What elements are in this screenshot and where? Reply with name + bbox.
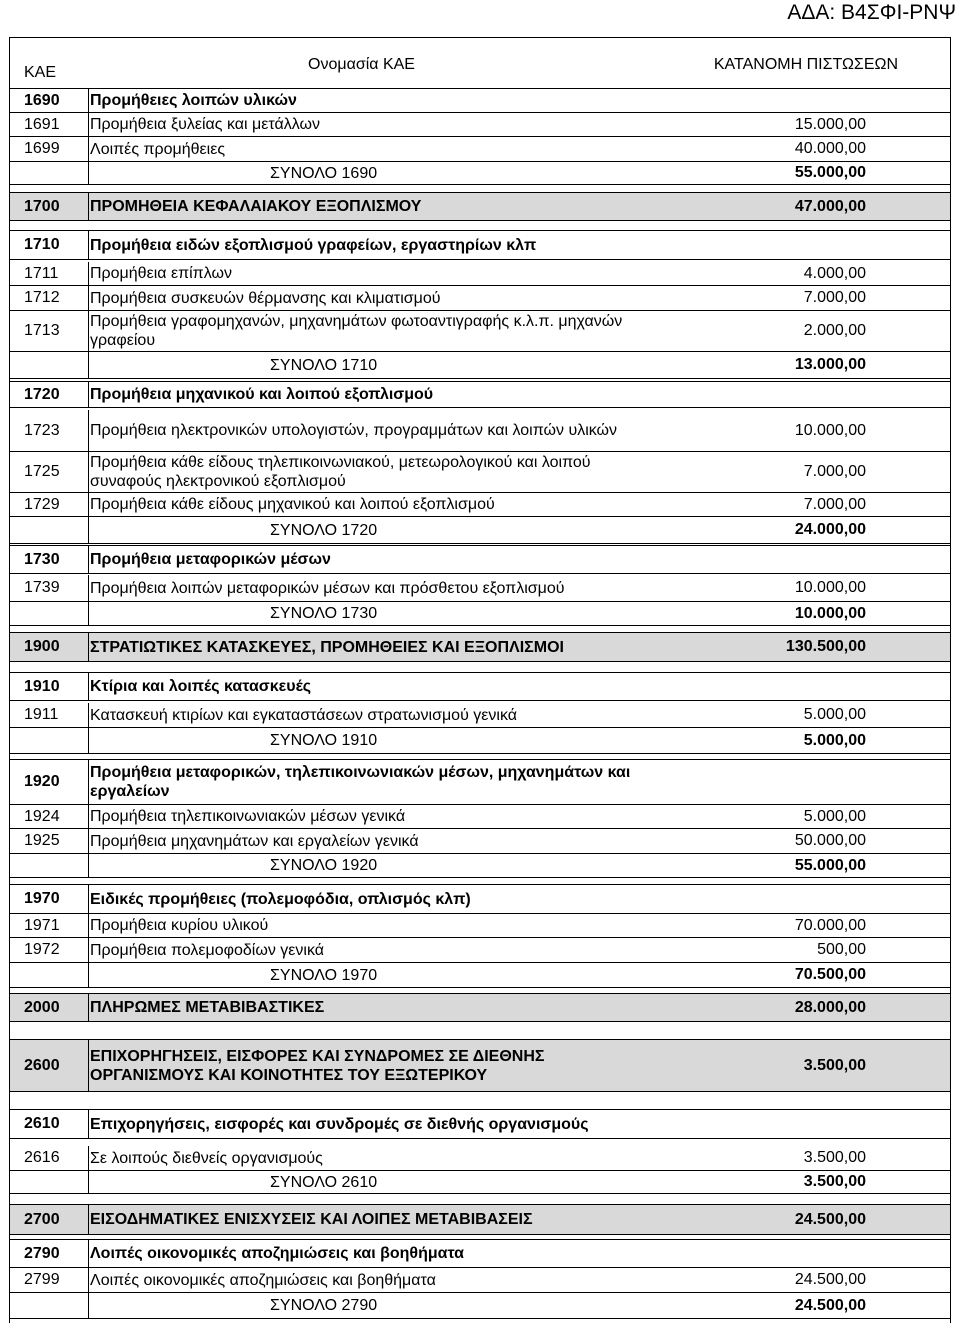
- section-spacer: [10, 224, 950, 231]
- row-description: ΣΥΝΟΛΟ 1690: [270, 164, 378, 182]
- row-amount: 24.500,00: [794, 1210, 866, 1228]
- row-amount: 500,00: [817, 941, 866, 958]
- row-description: Προμήθεια πολεμοφοδίων γενικά: [90, 941, 325, 959]
- row-description: ΣΥΝΟΛΟ 2790: [270, 1297, 378, 1314]
- row-code: 1710: [24, 236, 60, 253]
- table-row: [10, 829, 950, 854]
- row-amount: 70.000,00: [794, 916, 866, 934]
- column-divider: [88, 137, 89, 161]
- row-code: 2610: [24, 1115, 60, 1132]
- row-code: 1712: [24, 289, 60, 306]
- column-divider: [88, 113, 89, 136]
- row-code: 1690: [24, 91, 60, 109]
- table-row: [10, 673, 950, 701]
- row-code: 1723: [24, 421, 60, 439]
- section-row: [10, 633, 950, 662]
- row-description: Προμήθεια γραφομηχανών, μηχανημάτων φωτοαντιγραφής κ.λ.π. μηχανών γραφείου: [90, 313, 623, 349]
- table-row: [10, 410, 950, 452]
- row-code: 2000: [24, 998, 60, 1016]
- table-row: [10, 231, 950, 260]
- column-divider: [88, 286, 89, 310]
- header-amount: ΚΑΤΑΝΟΜΗ ΠΙΣΤΩΣΕΩΝ: [713, 56, 898, 73]
- header-description: Ονομασία ΚΑΕ: [308, 56, 415, 73]
- row-code: 1900: [24, 638, 60, 655]
- row-description: Προμήθεια μεταφορικών μέσων: [90, 551, 331, 568]
- row-code: 1972: [24, 941, 60, 958]
- table-row: [10, 1110, 950, 1139]
- column-divider: [88, 829, 89, 853]
- row-code: 2616: [24, 1149, 60, 1166]
- row-description: ΠΛΗΡΩΜΕΣ ΜΕΤΑΒΙΒΑΣΤΙΚΕΣ: [90, 999, 325, 1016]
- table-row: [10, 286, 950, 311]
- column-divider: [88, 311, 89, 351]
- row-amount: 28.000,00: [794, 998, 866, 1016]
- table-row: [10, 1240, 950, 1268]
- row-amount: 3.500,00: [803, 1056, 866, 1074]
- row-description: Κατασκευή κτιρίων και εγκαταστάσεων στρατωνισμού γενικά: [90, 706, 518, 724]
- row-description: ΣΤΡΑΤΙΩΤΙΚΕΣ ΚΑΤΑΣΚΕΥΕΣ, ΠΡΟΜΗΘΕΙΕΣ ΚΑΙ ΕΞΟΠΛΙΣΜΟΙ: [90, 638, 564, 656]
- table-row: [10, 311, 950, 352]
- row-description: Προμήθειες λοιπών υλικών: [90, 92, 297, 109]
- column-divider: [88, 885, 89, 913]
- row-description: Προμήθεια συσκευών θέρμανσης και κλιματισμού: [90, 289, 441, 307]
- total-row: [10, 162, 950, 185]
- row-description: Προμήθεια ηλεκτρονικών υπολογιστών, προγραμμάτων και λοιπών υλικών: [90, 422, 618, 439]
- row-description: ΕΙΣΟΔΗΜΑΤΙΚΕΣ ΕΝΙΣΧΥΣΕΙΣ ΚΑΙ ΛΟΙΠΕΣ ΜΕΤΑΒΙΒΑΣΕΙΣ: [90, 1211, 533, 1228]
- column-divider: [88, 1040, 89, 1091]
- total-row: [10, 1293, 950, 1319]
- row-amount: 5.000,00: [803, 807, 866, 825]
- section-spacer: [10, 666, 950, 673]
- section-row: [10, 1040, 950, 1092]
- row-amount: 10.000,00: [794, 579, 866, 596]
- row-code: 2700: [24, 1210, 60, 1228]
- row-description: Προμήθεια λοιπών μεταφορικών μέσων και πρόσθετου εξοπλισμού: [90, 579, 565, 597]
- column-divider: [88, 633, 89, 661]
- row-description: Προμήθεια ειδών εξοπλισμού γραφείων, εργαστηρίων κλπ: [90, 236, 537, 254]
- row-code: 1700: [24, 197, 60, 215]
- row-description: Προμήθεια μηχανικού και λοιπού εξοπλισμού: [90, 386, 434, 403]
- column-divider: [88, 1205, 89, 1234]
- row-amount: 15.000,00: [794, 115, 866, 133]
- column-divider: [88, 575, 89, 601]
- row-amount: 55.000,00: [794, 164, 866, 181]
- row-code: 1924: [24, 807, 60, 825]
- table-row: [10, 452, 950, 493]
- row-amount: 7.000,00: [803, 289, 866, 306]
- row-code: 2790: [24, 1244, 60, 1262]
- table-row: [10, 546, 950, 574]
- row-amount: 3.500,00: [803, 1173, 866, 1190]
- column-divider: [88, 262, 89, 285]
- column-divider: [88, 963, 89, 987]
- column-divider: [88, 1171, 89, 1193]
- column-divider: [88, 517, 89, 543]
- column-divider: [88, 89, 89, 112]
- row-description: ΣΥΝΟΛΟ 1710: [270, 356, 378, 374]
- row-description: ΣΥΝΟΛΟ 1970: [270, 966, 378, 984]
- row-description: Ειδικές προμήθειες (πολεμοφόδια, οπλισμός κλπ): [90, 890, 471, 908]
- column-divider: [88, 493, 89, 516]
- column-divider: [88, 1293, 89, 1318]
- table-row: [10, 89, 950, 113]
- row-code: 1691: [24, 115, 60, 133]
- column-divider: [88, 602, 89, 625]
- section-row: [10, 193, 950, 221]
- row-description: Προμήθεια κάθε είδους τηλεπικοινωνιακού, μετεωρολογικού και λοιπού συναφούς ηλεκτρονικού εξοπλισμού: [90, 454, 591, 490]
- row-description: Προμήθεια τηλεπικοινωνιακών μέσων γενικά: [90, 808, 406, 825]
- column-divider: [88, 410, 89, 451]
- row-description: ΣΥΝΟΛΟ 1910: [270, 732, 378, 749]
- table-row: [10, 382, 950, 408]
- row-description: Προμήθεια επίπλων: [90, 265, 232, 282]
- row-code: 1971: [24, 916, 60, 934]
- column-divider: [88, 938, 89, 962]
- total-row: [10, 352, 950, 379]
- total-row: [10, 1171, 950, 1194]
- row-amount: 70.500,00: [794, 966, 866, 983]
- row-code: 2799: [24, 1271, 60, 1288]
- ada-code: ΑΔΑ: Β4ΣΦΙ-ΡΝΨ: [787, 1, 956, 24]
- row-code: 1920: [24, 773, 60, 790]
- row-amount: 2.000,00: [803, 322, 866, 339]
- row-description: ΣΥΝΟΛΟ 1920: [270, 857, 378, 874]
- row-amount: 47.000,00: [794, 197, 866, 215]
- row-code: 1911: [24, 706, 59, 723]
- row-description: Προμήθεια μεταφορικών, τηλεπικοινωνιακών μέσων, μηχανημάτων και εργαλείων: [90, 764, 631, 800]
- row-amount: 130.500,00: [785, 638, 866, 655]
- column-divider: [88, 452, 89, 492]
- section-spacer: [10, 1194, 950, 1205]
- row-amount: 24.500,00: [794, 1271, 866, 1288]
- row-amount: 5.000,00: [803, 731, 866, 749]
- column-divider: [88, 703, 89, 727]
- row-amount: 24.500,00: [794, 1296, 866, 1314]
- section-row: [10, 1205, 950, 1235]
- row-description: Προμήθεια κυρίου υλικού: [90, 917, 269, 934]
- row-code: 1730: [24, 550, 60, 568]
- column-divider: [88, 914, 89, 937]
- row-code: 1699: [24, 140, 60, 157]
- column-divider: [88, 382, 89, 407]
- row-amount: 40.000,00: [794, 140, 866, 157]
- table-row: [10, 938, 950, 963]
- table-row: [10, 914, 950, 938]
- column-divider: [88, 231, 89, 259]
- row-amount: 55.000,00: [794, 856, 866, 874]
- row-code: 1729: [24, 495, 60, 513]
- row-amount: 4.000,00: [803, 264, 866, 282]
- row-description: Προμήθεια μηχανημάτων και εργαλείων γενικά: [90, 832, 419, 850]
- row-code: 1739: [24, 579, 60, 596]
- row-description: Προμήθεια ξυλείας και μετάλλων: [90, 116, 320, 133]
- table-row: [10, 113, 950, 137]
- table-row: [10, 493, 950, 517]
- column-divider: [88, 1240, 89, 1267]
- row-amount: 50.000,00: [794, 832, 866, 849]
- row-amount: 5.000,00: [803, 706, 866, 723]
- column-divider: [88, 673, 89, 700]
- section-spacer: [10, 1022, 950, 1040]
- column-divider: [88, 760, 89, 804]
- table-header: [10, 37, 950, 89]
- row-code: 1910: [24, 677, 60, 695]
- row-amount: 13.000,00: [794, 356, 866, 373]
- table-row: [10, 885, 950, 914]
- row-description: ΕΠΙΧΟΡΗΓΗΣΕΙΣ, ΕΙΣΦΟΡΕΣ ΚΑΙ ΣΥΝΔΡΟΜΕΣ ΣΕ ΔΙΕΘΝΗΣ ΟΡΓΑΝΙΣΜΟΥΣ ΚΑΙ ΚΟΙΝΟΤΗΤΕΣ ΤΟΥ ΕΞΩΤΕΡΙΚΟΥ: [90, 1047, 545, 1084]
- column-divider: [88, 994, 89, 1021]
- row-code: 1970: [24, 890, 60, 907]
- column-divider: [88, 546, 89, 573]
- section-row: [10, 994, 950, 1022]
- row-amount: 7.000,00: [803, 495, 866, 513]
- table-row: [10, 575, 950, 602]
- section-spacer: [10, 1092, 950, 1110]
- column-divider: [88, 854, 89, 877]
- column-divider: [88, 1268, 89, 1292]
- row-description: Λοιπές οικονομικές αποζημιώσεις και βοηθήματα: [90, 1245, 464, 1262]
- row-description: Σε λοιπούς διεθνείς οργανισμούς: [90, 1149, 323, 1167]
- row-code: 2600: [24, 1056, 60, 1074]
- column-divider: [88, 162, 89, 184]
- table-row: [10, 262, 950, 286]
- row-description: Επιχορηγήσεις, εισφορές και συνδρομές σε διεθνής οργανισμούς: [90, 1115, 589, 1133]
- row-description: ΣΥΝΟΛΟ 1720: [270, 521, 378, 539]
- section-spacer: [10, 186, 950, 193]
- total-row: [10, 517, 950, 544]
- row-code: 1725: [24, 463, 60, 480]
- total-row: [10, 854, 950, 878]
- section-spacer: [10, 626, 950, 633]
- table-row: [10, 1268, 950, 1293]
- row-code: 1713: [24, 322, 60, 339]
- row-amount: 10.000,00: [794, 421, 866, 439]
- table-row: [10, 760, 950, 805]
- row-amount: 24.000,00: [794, 521, 866, 538]
- row-description: ΣΥΝΟΛΟ 2610: [270, 1173, 378, 1191]
- section-spacer: [10, 753, 950, 760]
- row-amount: 10.000,00: [794, 604, 866, 622]
- total-row: [10, 602, 950, 626]
- section-spacer: [10, 878, 950, 885]
- row-code: 1925: [24, 832, 60, 849]
- row-description: Κτίρια και λοιπές κατασκευές: [90, 678, 312, 695]
- total-row: [10, 728, 950, 754]
- column-divider: [88, 1110, 89, 1138]
- table-row: [10, 703, 950, 728]
- row-amount: 3.500,00: [803, 1149, 866, 1166]
- table-row: [10, 1146, 950, 1171]
- row-description: Λοιπές οικονομικές αποζημιώσεις και βοηθήματα: [90, 1271, 436, 1289]
- row-description: Προμήθεια κάθε είδους μηχανικού και λοιπού εξοπλισμού: [90, 496, 495, 513]
- total-row: [10, 963, 950, 988]
- header-code: ΚΑΕ: [24, 64, 57, 81]
- column-divider: [88, 728, 89, 753]
- row-amount: 7.000,00: [803, 463, 866, 480]
- row-description: Λοιπές προμήθειες: [90, 140, 226, 158]
- row-code: 1720: [24, 385, 60, 403]
- column-divider: [88, 193, 89, 220]
- column-divider: [88, 352, 89, 378]
- table-row: [10, 137, 950, 162]
- column-divider: [88, 1146, 89, 1170]
- table-row: [10, 805, 950, 829]
- column-divider: [88, 805, 89, 828]
- row-description: ΠΡΟΜΗΘΕΙΑ ΚΕΦΑΛΑΙΑΚΟΥ ΕΞΟΠΛΙΣΜΟΥ: [90, 198, 422, 215]
- row-code: 1711: [24, 264, 59, 282]
- row-description: ΣΥΝΟΛΟ 1730: [270, 605, 378, 622]
